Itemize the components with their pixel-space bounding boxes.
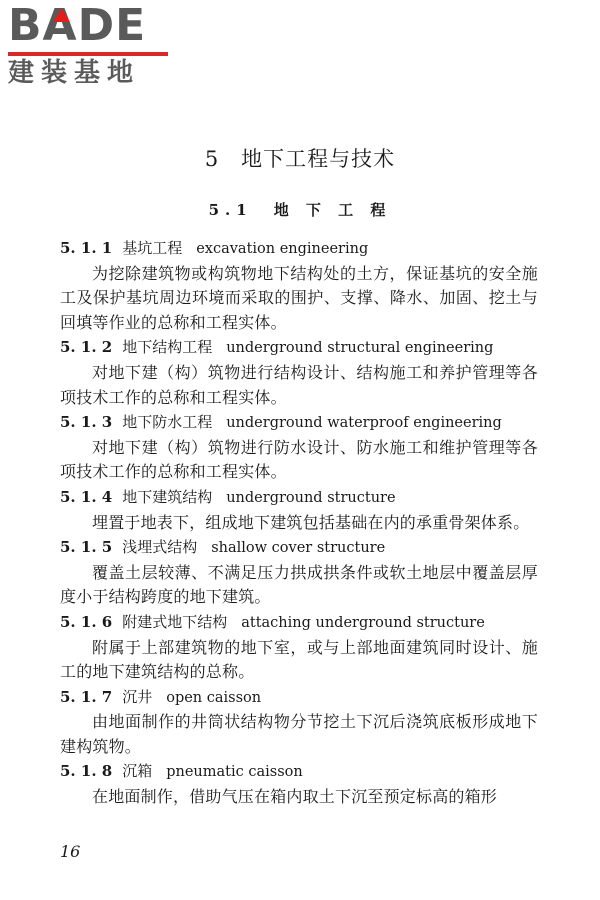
term-number: 5. 1. 3 (60, 413, 113, 432)
term-entry (60, 410, 538, 485)
term-entry (60, 610, 538, 685)
term-entry (60, 485, 538, 535)
term-heading (60, 236, 538, 262)
bade-logo (8, 0, 178, 88)
term-number: 5. 1. 5 (60, 538, 113, 557)
logo-brand: BADE (8, 0, 147, 51)
section-title: 5.1 地 下 工 程 (208, 201, 392, 219)
term-number: 5. 1. 4 (60, 487, 113, 506)
term-number: 5. 1. 6 (60, 612, 113, 631)
page-number: 16 (60, 842, 81, 861)
term-number: 5. 1. 7 (60, 687, 113, 706)
term-heading (60, 759, 538, 785)
term-entry (60, 685, 538, 760)
term-heading (60, 610, 538, 636)
term-english: shallow cover structure (211, 540, 386, 557)
term-chinese: 附建式地下结构 (122, 612, 228, 631)
chapter-title: 5 地下工程与技术 (204, 147, 396, 171)
term-definition: 对地下建（构）筑物进行结构设计、结构施工和养护管理等各项技术工作的总称和工程实体。 (60, 362, 538, 407)
term-english: attaching underground structure (241, 614, 485, 631)
term-definition: 埋置于地表下，组成地下建筑包括基础在内的承重骨架体系。 (92, 512, 530, 532)
term-number: 5. 1. 8 (60, 762, 113, 781)
term-chinese: 地下建筑结构 (122, 487, 213, 506)
term-english: underground structure (226, 489, 396, 506)
term-heading (60, 410, 538, 436)
term-definition: 附属于上部建筑物的地下室，或与上部地面建筑同时设计、施工的地下建筑结构的总称。 (60, 637, 538, 682)
term-chinese: 地下防水工程 (122, 413, 213, 432)
term-english: underground structural engineering (226, 340, 494, 357)
logo-subtitle: 建装基地 (8, 58, 141, 88)
term-english: underground waterproof engineering (226, 415, 502, 432)
term-chinese: 沉箱 (122, 762, 153, 781)
term-chinese: 地下结构工程 (122, 338, 213, 357)
term-list (60, 236, 538, 810)
term-entry (60, 335, 538, 410)
term-entry (60, 535, 538, 610)
term-heading (60, 685, 538, 711)
term-chinese: 浅埋式结构 (122, 538, 198, 557)
logo-divider (8, 52, 168, 56)
term-definition: 在地面制作，借助气压在箱内取土下沉至预定标高的箱形 (92, 787, 498, 807)
term-chinese: 沉井 (122, 687, 153, 706)
logo-a-mark (52, 8, 70, 22)
term-definition: 覆盖土层较薄、不满足压力拱成拱条件或软土地层中覆盖层厚度小于结构跨度的地下建筑。 (60, 562, 538, 607)
term-chinese: 基坑工程 (122, 239, 183, 257)
term-heading (60, 335, 538, 361)
term-english: pneumatic caisson (166, 764, 303, 781)
term-heading (60, 535, 538, 561)
term-definition: 为挖除建筑物或构筑物地下结构处的土方，保证基坑的安全施工及保护基坑周边环境而采取的围护、支撑、降水、加固、挖土与回填等作业的总称和工程实体。 (60, 263, 538, 332)
term-number: 5. 1. 2 (60, 338, 113, 357)
term-definition: 对地下建（构）筑物进行防水设计、防水施工和维护管理等各项技术工作的总称和工程实体。 (60, 437, 538, 482)
term-entry (60, 236, 538, 335)
term-english: excavation engineering (196, 241, 369, 257)
term-definition: 由地面制作的井筒状结构物分节挖土下沉后浇筑底板形成地下建构筑物。 (60, 712, 538, 756)
term-entry (60, 759, 538, 809)
term-heading (60, 485, 538, 511)
term-number: 5. 1. 1 (60, 239, 113, 257)
term-english: open caisson (166, 689, 262, 706)
